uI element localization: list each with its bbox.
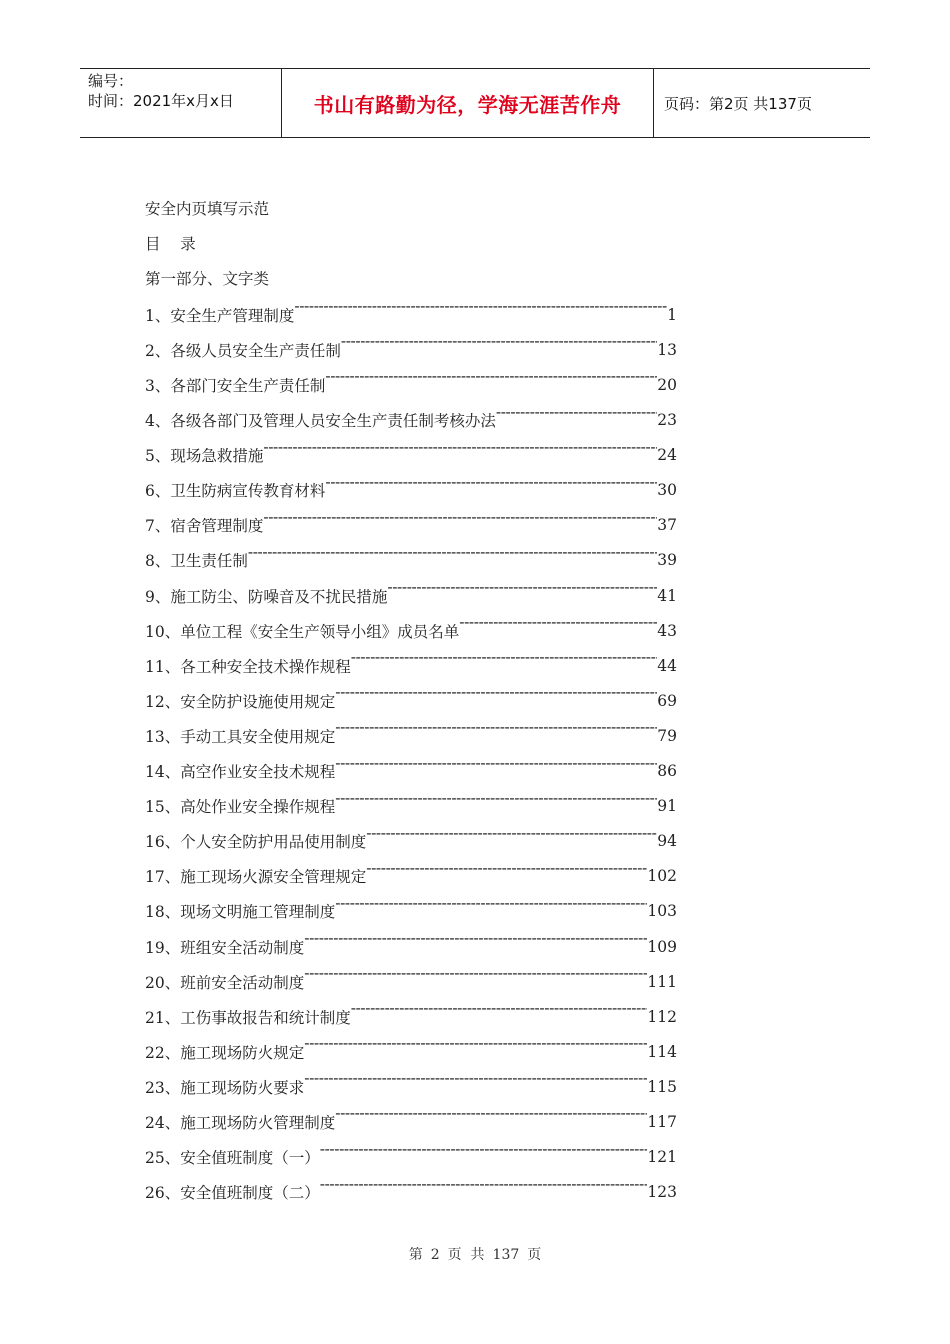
toc-item-title: 14、高空作业安全技术规程 [145,763,336,782]
toc-leader [351,999,648,1034]
toc-item-page: 30 [657,481,677,500]
toc-item-page: 112 [647,1007,677,1026]
toc-leader [335,1104,647,1139]
toc-leader [304,964,647,999]
toc-item-title: 1、安全生产管理制度 [145,306,295,325]
toc-item[interactable] [145,754,677,789]
toc-leader [335,683,657,718]
toc-item-title: 18、现场文明施工管理制度 [145,903,336,922]
number-label: 编号： [88,72,134,90]
toc-item-title: 19、班组安全活动制度 [145,938,305,957]
toc-item[interactable] [145,473,677,508]
toc-leader [496,403,657,438]
toc-leader [304,1069,647,1104]
toc-item[interactable] [145,1140,677,1175]
toc-item-title: 10、单位工程《安全生产领导小组》成员名单 [145,622,460,641]
time-label: 时间：2021年x月x日 [88,92,234,110]
toc-item[interactable] [145,964,677,999]
toc-leader [325,473,657,508]
toc-item-page: 102 [647,867,677,886]
toc-item-page: 111 [647,972,677,991]
footer-middle: 页 共 [447,1247,485,1263]
toc-item-page: 109 [647,937,677,956]
toc-leader [304,1034,647,1069]
toc-item-page: 24 [657,446,677,465]
footer-suffix: 页 [527,1247,542,1263]
toc-leader [320,1140,648,1175]
toc-item-title: 9、施工防尘、防噪音及不扰民措施 [145,587,388,606]
toc-item-title: 16、个人安全防护用品使用制度 [145,833,367,852]
footer-total-pages: 137 [492,1247,520,1263]
footer-prefix: 第 [408,1247,423,1263]
toc-item[interactable] [145,789,677,824]
toc-item-title: 6、卫生防病宣传教育材料 [145,482,326,501]
toc-leader [248,543,657,578]
toc-leader [366,859,647,894]
toc-item-page: 103 [647,902,677,921]
toc-item[interactable] [145,859,677,894]
toc-item[interactable] [145,824,677,859]
toc-item[interactable] [145,894,677,929]
toc-item[interactable] [145,578,677,613]
toc-item[interactable] [145,718,677,753]
header-page-label: 页码：第2页 共137页 [664,94,812,113]
toc-item-page: 114 [647,1042,677,1061]
toc-item-title: 3、各部门安全生产责任制 [145,377,326,396]
toc-item-page: 94 [657,832,677,851]
toc-item[interactable] [145,297,677,332]
toc-item-page: 13 [657,340,677,359]
header-meta [88,71,280,135]
page-footer [0,1244,950,1264]
toc-heading: 目 录 [145,235,196,254]
toc-leader [294,297,667,332]
toc-leader [263,508,657,543]
toc-item-title: 7、宿舍管理制度 [145,517,264,536]
toc-item-page: 69 [657,691,677,710]
toc-item-title: 25、安全值班制度（一） [145,1149,320,1168]
toc-item[interactable] [145,999,677,1034]
toc-item-page: 43 [657,621,677,640]
toc-item-page: 41 [657,586,677,605]
toc-item[interactable] [145,1104,677,1139]
document-title: 安全内页填写示范 [145,200,270,218]
toc-item-page: 37 [657,516,677,535]
toc-item-page: 44 [657,656,677,675]
toc-item[interactable] [145,367,677,402]
toc-item-page: 123 [647,1183,677,1202]
toc-leader [304,929,647,964]
toc-leader [366,824,657,859]
toc-item-page: 1 [667,305,677,324]
toc-item-title: 17、施工现场火源安全管理规定 [145,868,367,887]
header-divider [653,69,654,137]
toc-item-page: 121 [647,1148,677,1167]
toc-item[interactable] [145,683,677,718]
toc-item-title: 12、安全防护设施使用规定 [145,692,336,711]
toc-item[interactable] [145,1175,677,1210]
toc-leader [335,754,657,789]
toc-item-page: 91 [657,797,677,816]
toc-item[interactable] [145,332,677,367]
toc-item-title: 13、手动工具安全使用规定 [145,727,336,746]
footer-current-page: 2 [430,1247,440,1263]
toc-leader [263,438,657,473]
toc-item-title: 4、各级各部门及管理人员安全生产责任制考核办法 [145,412,496,431]
toc-leader [320,1175,648,1210]
header-motto: 书山有路勤为径，学海无涯苦作舟 [313,92,622,117]
toc-item-title: 2、各级人员安全生产责任制 [145,341,341,360]
toc-item[interactable] [145,1069,677,1104]
document-body [145,192,685,1210]
toc-item[interactable] [145,438,677,473]
section-heading: 第一部分、文字类 [145,270,270,289]
toc-leader [351,648,658,683]
toc-item[interactable] [145,508,677,543]
toc-item-page: 39 [657,551,677,570]
toc-item[interactable] [145,1034,677,1069]
toc-leader [325,367,657,402]
toc-leader [341,332,657,367]
toc-item-title: 20、班前安全活动制度 [145,973,305,992]
toc-leader [459,613,657,648]
toc-leader [335,789,657,824]
toc-item-page: 86 [657,762,677,781]
toc-item-title: 8、卫生责任制 [145,552,248,571]
toc-item[interactable] [145,543,677,578]
toc-item-page: 117 [647,1112,677,1131]
toc-item-title: 22、施工现场防火规定 [145,1043,305,1062]
toc-item-page: 79 [657,726,677,745]
toc-item-title: 21、工伤事故报告和统计制度 [145,1008,351,1027]
toc-leader [335,718,657,753]
toc-leader [335,894,647,929]
toc-item-title: 15、高处作业安全操作规程 [145,798,336,817]
toc-item[interactable] [145,648,677,683]
toc-item-title: 24、施工现场防火管理制度 [145,1113,336,1132]
toc-item-title: 26、安全值班制度（二） [145,1184,320,1203]
toc-item-page: 23 [657,411,677,430]
toc-leader [387,578,657,613]
toc-item-page: 20 [657,376,677,395]
toc-item-title: 23、施工现场防火要求 [145,1078,305,1097]
toc-item-page: 115 [647,1077,677,1096]
toc-item[interactable] [145,613,677,648]
page-header [80,68,870,138]
toc-item[interactable] [145,929,677,964]
toc-item-title: 5、现场急救措施 [145,447,264,466]
toc-list [145,297,685,1209]
toc-item-title: 11、各工种安全技术操作规程 [145,657,351,676]
toc-item[interactable] [145,403,677,438]
